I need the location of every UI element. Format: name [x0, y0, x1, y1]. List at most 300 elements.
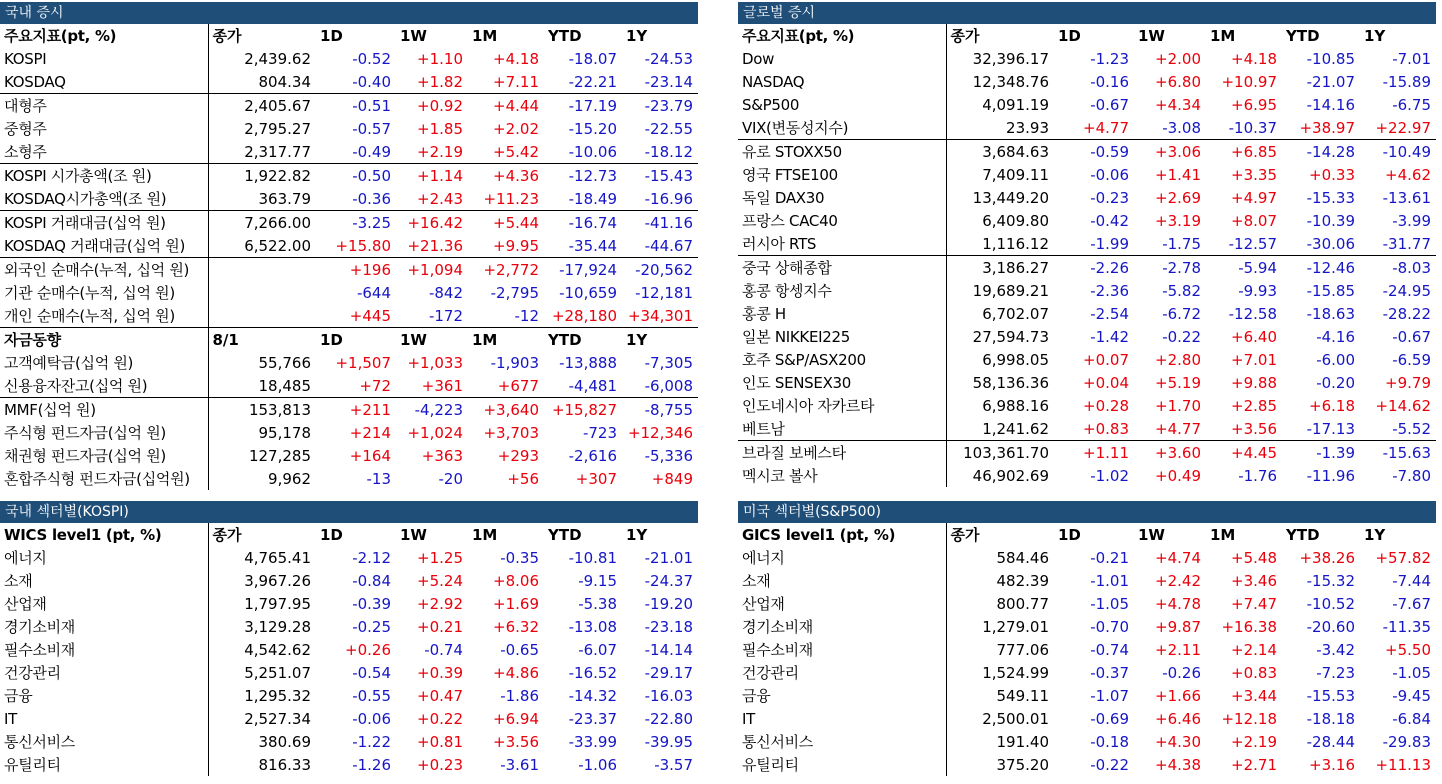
change-value: -3.25 — [316, 211, 396, 235]
change-value: +57.82 — [1375, 548, 1431, 567]
change-value: +2.02 — [493, 119, 539, 138]
table-row — [738, 441, 1436, 465]
table-row — [0, 661, 698, 684]
close-value: 127,285 — [208, 444, 316, 467]
change-value: -22.21 — [568, 72, 617, 91]
table-row — [0, 117, 698, 140]
change-value: -10.52 — [1306, 594, 1355, 613]
close-value: 6,409.80 — [946, 209, 1054, 232]
table-row — [0, 467, 698, 490]
row-label: KOSPI 시가총액(조 원) — [0, 164, 208, 188]
change-value: -0.49 — [352, 142, 391, 161]
change-value: -23.14 — [644, 72, 693, 91]
change-value: -0.39 — [352, 594, 391, 613]
table-row — [738, 730, 1436, 753]
change-value: +6.40 — [1231, 327, 1277, 346]
change-value: +1.69 — [493, 594, 539, 613]
panel-title: 국내 섹터별(KOSPI) — [0, 501, 698, 523]
change-value: -0.18 — [1090, 732, 1129, 751]
close-value: 2,527.34 — [208, 707, 316, 730]
change-value: +164 — [349, 446, 391, 465]
change-value: +0.07 — [1083, 350, 1129, 369]
change-value: +2,772 — [468, 258, 544, 282]
change-value: -21.01 — [644, 548, 693, 567]
change-value: +4.36 — [468, 164, 544, 188]
change-value: +2.43 — [417, 189, 463, 208]
header-period: 1W — [396, 328, 468, 352]
close-value: 363.79 — [208, 187, 316, 211]
change-value: +56 — [507, 469, 539, 488]
change-value: -23.18 — [644, 617, 693, 636]
change-value: -1.76 — [1238, 466, 1277, 485]
change-value: +293 — [497, 446, 539, 465]
change-value: -6.75 — [1392, 95, 1431, 114]
close-value: 55,766 — [208, 351, 316, 374]
row-label: 프랑스 CAC40 — [742, 212, 838, 230]
change-value: +4.62 — [1385, 165, 1431, 184]
table-row — [0, 569, 698, 592]
row-label: 대형주 — [0, 94, 208, 118]
change-value: -10.85 — [1306, 49, 1355, 68]
change-value: -3.08 — [1162, 118, 1201, 137]
table-row — [738, 232, 1436, 256]
table-row — [0, 546, 698, 569]
change-value: -0.74 — [424, 640, 463, 659]
change-value: -19.20 — [644, 594, 693, 613]
change-value: +4.34 — [1155, 95, 1201, 114]
change-value: +0.83 — [1083, 419, 1129, 438]
change-value: +3.19 — [1155, 211, 1201, 230]
change-value: -15.33 — [1306, 188, 1355, 207]
change-value: -0.21 — [1090, 548, 1129, 567]
change-value: -6.59 — [1392, 350, 1431, 369]
close-value: 6,998.05 — [946, 348, 1054, 371]
table-row — [0, 707, 698, 730]
change-value: -20 — [438, 469, 463, 488]
change-value: -7.23 — [1316, 663, 1355, 682]
close-value — [208, 304, 316, 328]
header-period: 1D — [1058, 525, 1081, 544]
close-value: 1,279.01 — [946, 615, 1054, 638]
change-value: +4.97 — [1231, 188, 1277, 207]
row-label: 통신서비스 — [742, 733, 813, 751]
change-value: -10.37 — [1228, 118, 1277, 137]
table-header-row — [0, 328, 698, 352]
close-value: 18,485 — [208, 374, 316, 398]
change-value: +9.95 — [493, 236, 539, 255]
close-value: 482.39 — [946, 569, 1054, 592]
table-row — [738, 163, 1436, 186]
change-value: +12.18 — [1221, 709, 1277, 728]
panel-title: 글로벌 증시 — [738, 2, 1436, 24]
row-label: 중형주 — [4, 120, 47, 138]
change-value: +307 — [575, 469, 617, 488]
change-value: -12.58 — [1228, 304, 1277, 323]
row-label: KOSPI — [4, 49, 47, 68]
change-value: -0.16 — [1090, 72, 1129, 91]
row-label: 필수소비재 — [742, 641, 813, 659]
change-value: +5.50 — [1385, 640, 1431, 659]
table-header-row — [0, 523, 698, 546]
change-value: -12.46 — [1282, 256, 1360, 280]
global-index-table — [738, 24, 1436, 487]
close-value: 6,702.07 — [946, 302, 1054, 325]
change-value: +2.92 — [417, 594, 463, 613]
header-period: 1Y — [626, 26, 648, 45]
table-row — [0, 211, 698, 235]
change-value: +4.77 — [1083, 118, 1129, 137]
table-row — [0, 94, 698, 118]
change-value: +677 — [497, 376, 539, 395]
row-label: 혼합주식형 펀드자금(십억원) — [4, 470, 190, 488]
row-label: 영국 FTSE100 — [742, 166, 838, 184]
change-value: -10,659 — [559, 283, 617, 302]
table-header-row — [0, 24, 698, 47]
change-value: +2.19 — [1231, 732, 1277, 751]
table-row — [738, 186, 1436, 209]
us-sector-panel — [738, 501, 1436, 776]
header-period: 1W — [400, 525, 427, 544]
change-value: -14.16 — [1306, 95, 1355, 114]
change-value: -0.42 — [1090, 211, 1129, 230]
change-value: +4.45 — [1206, 441, 1282, 465]
change-value: -9.45 — [1392, 686, 1431, 705]
row-label: 건강관리 — [4, 664, 61, 682]
change-value: -6.84 — [1392, 709, 1431, 728]
close-value: 9,962 — [208, 467, 316, 490]
table-row — [738, 661, 1436, 684]
table-row — [738, 256, 1436, 280]
change-value: +196 — [316, 258, 396, 282]
row-label: 소재 — [4, 572, 33, 590]
change-value: -15.43 — [622, 164, 698, 188]
change-value: +5.44 — [468, 211, 544, 235]
table-row — [0, 374, 698, 398]
table-row — [0, 47, 698, 70]
change-value: -0.23 — [1090, 188, 1129, 207]
change-value: +4.44 — [468, 94, 544, 118]
change-value: +3.56 — [1231, 419, 1277, 438]
change-value: -0.35 — [500, 548, 539, 567]
header-period: 1M — [1210, 26, 1236, 45]
close-value: 804.34 — [208, 70, 316, 94]
change-value: +2.69 — [1155, 188, 1201, 207]
change-value: +14.62 — [1375, 396, 1431, 415]
change-value: -10.81 — [568, 548, 617, 567]
row-label: 일본 NIKKEI225 — [742, 328, 850, 346]
change-value: -16.03 — [644, 686, 693, 705]
change-value: -2.26 — [1054, 256, 1134, 280]
close-value: 584.46 — [946, 546, 1054, 569]
change-value: -6.00 — [1316, 350, 1355, 369]
table-row — [0, 398, 698, 422]
close-value: 6,522.00 — [208, 234, 316, 258]
change-value: +6.32 — [493, 617, 539, 636]
close-value: 32,396.17 — [946, 47, 1054, 70]
row-label: 중국 상해종합 — [738, 256, 946, 280]
change-value: -11.35 — [1382, 617, 1431, 636]
change-value: +5.48 — [1231, 548, 1277, 567]
table-header-row — [738, 523, 1436, 546]
change-value: -16.52 — [568, 663, 617, 682]
change-value: -0.06 — [1090, 165, 1129, 184]
change-value: -0.65 — [500, 640, 539, 659]
change-value: -4.16 — [1316, 327, 1355, 346]
close-value: 23.93 — [946, 116, 1054, 140]
row-label: 경기소비재 — [4, 618, 75, 636]
change-value: +0.33 — [1309, 165, 1355, 184]
change-value: +4.78 — [1155, 594, 1201, 613]
change-value: -0.06 — [352, 709, 391, 728]
header-period: YTD — [548, 525, 582, 544]
header-period: 1M — [1210, 525, 1236, 544]
change-value: +12,346 — [627, 423, 693, 442]
change-value: -2.78 — [1134, 256, 1206, 280]
close-value: 3,186.27 — [946, 256, 1054, 280]
header-label: WICS level1 (pt, %) — [4, 525, 162, 544]
change-value: -23.79 — [622, 94, 698, 118]
change-value: +211 — [316, 398, 396, 422]
row-label: 홍콩 H — [742, 305, 786, 323]
change-value: +4.77 — [1155, 419, 1201, 438]
header-period: YTD — [1286, 26, 1320, 45]
header-period: 1D — [1058, 26, 1081, 45]
close-value: 13,449.20 — [946, 186, 1054, 209]
change-value: -6.07 — [578, 640, 617, 659]
change-value: -0.26 — [1162, 663, 1201, 682]
table-header-row — [738, 24, 1436, 47]
close-value: 380.69 — [208, 730, 316, 753]
change-value: -21.07 — [1306, 72, 1355, 91]
change-value: -15.32 — [1306, 571, 1355, 590]
change-value: +38.97 — [1299, 118, 1355, 137]
change-value: -1.07 — [1090, 686, 1129, 705]
change-value: +3.46 — [1231, 571, 1277, 590]
row-label: 베트남 — [742, 420, 785, 438]
row-label: S&P500 — [742, 95, 800, 114]
row-label: IT — [4, 709, 17, 728]
change-value: -3.99 — [1392, 211, 1431, 230]
change-value: +0.39 — [417, 663, 463, 682]
header-close: 종가 — [946, 24, 1054, 47]
row-label: 멕시코 볼사 — [742, 467, 818, 485]
change-value: -1,903 — [490, 353, 539, 372]
change-value: +4.30 — [1155, 732, 1201, 751]
change-value: -22.55 — [644, 119, 693, 138]
change-value: +1.66 — [1155, 686, 1201, 705]
change-value: -0.20 — [1316, 373, 1355, 392]
change-value: +0.47 — [417, 686, 463, 705]
row-label: 경기소비재 — [742, 618, 813, 636]
change-value: -1.22 — [352, 732, 391, 751]
change-value: -17,924 — [544, 258, 622, 282]
row-label: 금융 — [742, 687, 771, 705]
change-value: +1.11 — [1054, 441, 1134, 465]
table-row — [738, 417, 1436, 441]
close-value: 800.77 — [946, 592, 1054, 615]
change-value: -8.03 — [1360, 256, 1436, 280]
change-value: -12.73 — [544, 164, 622, 188]
table-row — [738, 348, 1436, 371]
close-value: 4,091.19 — [946, 93, 1054, 116]
close-value: 1,116.12 — [946, 232, 1054, 256]
change-value: +361 — [421, 376, 463, 395]
change-value: -18.12 — [644, 142, 693, 161]
us-sector-table — [738, 523, 1437, 776]
global-index-panel — [738, 2, 1436, 487]
change-value: -7.44 — [1392, 571, 1431, 590]
change-value: +0.21 — [417, 617, 463, 636]
header-period: 1Y — [626, 525, 648, 544]
header-period: 1M — [468, 328, 544, 352]
change-value: -3.57 — [654, 755, 693, 774]
change-value: -9.15 — [578, 571, 617, 590]
panel-title: 국내 증시 — [0, 2, 698, 24]
change-value: -16.96 — [644, 189, 693, 208]
change-value: -2,795 — [490, 283, 539, 302]
change-value: +22.97 — [1375, 118, 1431, 137]
table-row — [738, 592, 1436, 615]
header-period: 1Y — [1364, 525, 1386, 544]
close-value: 2,317.77 — [208, 140, 316, 164]
change-value: -14.14 — [644, 640, 693, 659]
change-value: +445 — [349, 306, 391, 325]
table-row — [0, 730, 698, 753]
change-value: -1.23 — [1090, 49, 1129, 68]
header-period: 1D — [320, 525, 343, 544]
close-value: 3,967.26 — [208, 569, 316, 592]
close-value: 103,361.70 — [946, 441, 1054, 465]
change-value: -13 — [366, 469, 391, 488]
table-row — [0, 187, 698, 211]
header-period: 1W — [1138, 26, 1165, 45]
change-value: -0.22 — [1090, 755, 1129, 774]
change-value: +6.94 — [493, 709, 539, 728]
header-period: YTD — [1286, 525, 1320, 544]
change-value: -16.74 — [544, 211, 622, 235]
change-value: +16.38 — [1221, 617, 1277, 636]
row-label: 필수소비재 — [4, 641, 75, 659]
close-value: 2,405.67 — [208, 94, 316, 118]
change-value: -23.37 — [568, 709, 617, 728]
change-value: -6.72 — [1162, 304, 1201, 323]
change-value: -1.26 — [352, 755, 391, 774]
table-row — [738, 394, 1436, 417]
change-value: -14.32 — [568, 686, 617, 705]
change-value: -24.37 — [644, 571, 693, 590]
change-value: -22.80 — [644, 709, 693, 728]
change-value: -41.16 — [622, 211, 698, 235]
change-value: -31.77 — [1382, 234, 1431, 253]
change-value: -18.18 — [1306, 709, 1355, 728]
row-label: 통신서비스 — [4, 733, 75, 751]
change-value: +11.23 — [483, 189, 539, 208]
change-value: -15.53 — [1306, 686, 1355, 705]
change-value: +3.44 — [1231, 686, 1277, 705]
table-row — [0, 304, 698, 328]
change-value: -0.51 — [316, 94, 396, 118]
close-value: 27,594.73 — [946, 325, 1054, 348]
table-row — [0, 421, 698, 444]
change-value: -0.67 — [1090, 95, 1129, 114]
table-row — [738, 615, 1436, 638]
change-value: +2.85 — [1231, 396, 1277, 415]
change-value: -0.74 — [1090, 640, 1129, 659]
table-row — [738, 546, 1436, 569]
domestic-index-table — [0, 24, 698, 490]
row-label: 홍콩 항셍지수 — [742, 282, 832, 300]
change-value: -33.99 — [568, 732, 617, 751]
table-row — [738, 70, 1436, 93]
change-value: -0.59 — [1054, 140, 1134, 164]
change-value: +4.74 — [1155, 548, 1201, 567]
change-value: +1,094 — [396, 258, 468, 282]
row-label: NASDAQ — [742, 72, 805, 91]
row-label: 외국인 순매수(누적, 십억 원) — [0, 258, 208, 282]
change-value: +1.14 — [396, 164, 468, 188]
change-value: -2.54 — [1090, 304, 1129, 323]
table-row — [738, 753, 1436, 776]
row-label: 건강관리 — [742, 664, 799, 682]
change-value: -2,616 — [568, 446, 617, 465]
header-close: 종가 — [946, 523, 1054, 546]
row-label: 소재 — [742, 572, 771, 590]
change-value: -1.05 — [1392, 663, 1431, 682]
change-value: -723 — [582, 423, 617, 442]
change-value: +4.18 — [493, 49, 539, 68]
change-value: +6.18 — [1309, 396, 1355, 415]
table-row — [0, 140, 698, 164]
change-value: -0.55 — [352, 686, 391, 705]
change-value: -1.86 — [500, 686, 539, 705]
domestic-sector-table — [0, 523, 699, 776]
row-label: VIX(변동성지수) — [742, 119, 849, 137]
change-value: +1,507 — [335, 353, 391, 372]
change-value: -0.50 — [316, 164, 396, 188]
change-value: -8,755 — [622, 398, 698, 422]
change-value: -1.39 — [1282, 441, 1360, 465]
change-value: +34,301 — [627, 306, 693, 325]
change-value: +363 — [421, 446, 463, 465]
row-label: 채권형 펀드자금(십억 원) — [4, 447, 166, 465]
close-value: 1,241.62 — [946, 417, 1054, 441]
table-row — [738, 47, 1436, 70]
header-period: 1Y — [1364, 26, 1386, 45]
change-value: +11.13 — [1375, 755, 1431, 774]
change-value: +1.85 — [417, 119, 463, 138]
change-value: +21.36 — [407, 236, 463, 255]
change-value: +4.86 — [493, 663, 539, 682]
change-value: -35.44 — [568, 236, 617, 255]
change-value: -20,562 — [622, 258, 698, 282]
row-label: 인도네시아 자카르타 — [742, 397, 875, 415]
row-label: 러시아 RTS — [742, 235, 817, 253]
change-value: -29.83 — [1382, 732, 1431, 751]
row-label: 산업재 — [4, 595, 47, 613]
change-value: +6.85 — [1206, 140, 1282, 164]
change-value: -20.60 — [1306, 617, 1355, 636]
change-value: -7.01 — [1392, 49, 1431, 68]
change-value: -0.22 — [1162, 327, 1201, 346]
table-row — [738, 140, 1436, 164]
change-value: -5,336 — [644, 446, 693, 465]
table-row — [0, 281, 698, 304]
change-value: -13.61 — [1382, 188, 1431, 207]
change-value: -1.42 — [1090, 327, 1129, 346]
header-label: 주요지표(pt, %) — [742, 27, 855, 45]
change-value: +0.26 — [345, 640, 391, 659]
table-row — [0, 234, 698, 258]
